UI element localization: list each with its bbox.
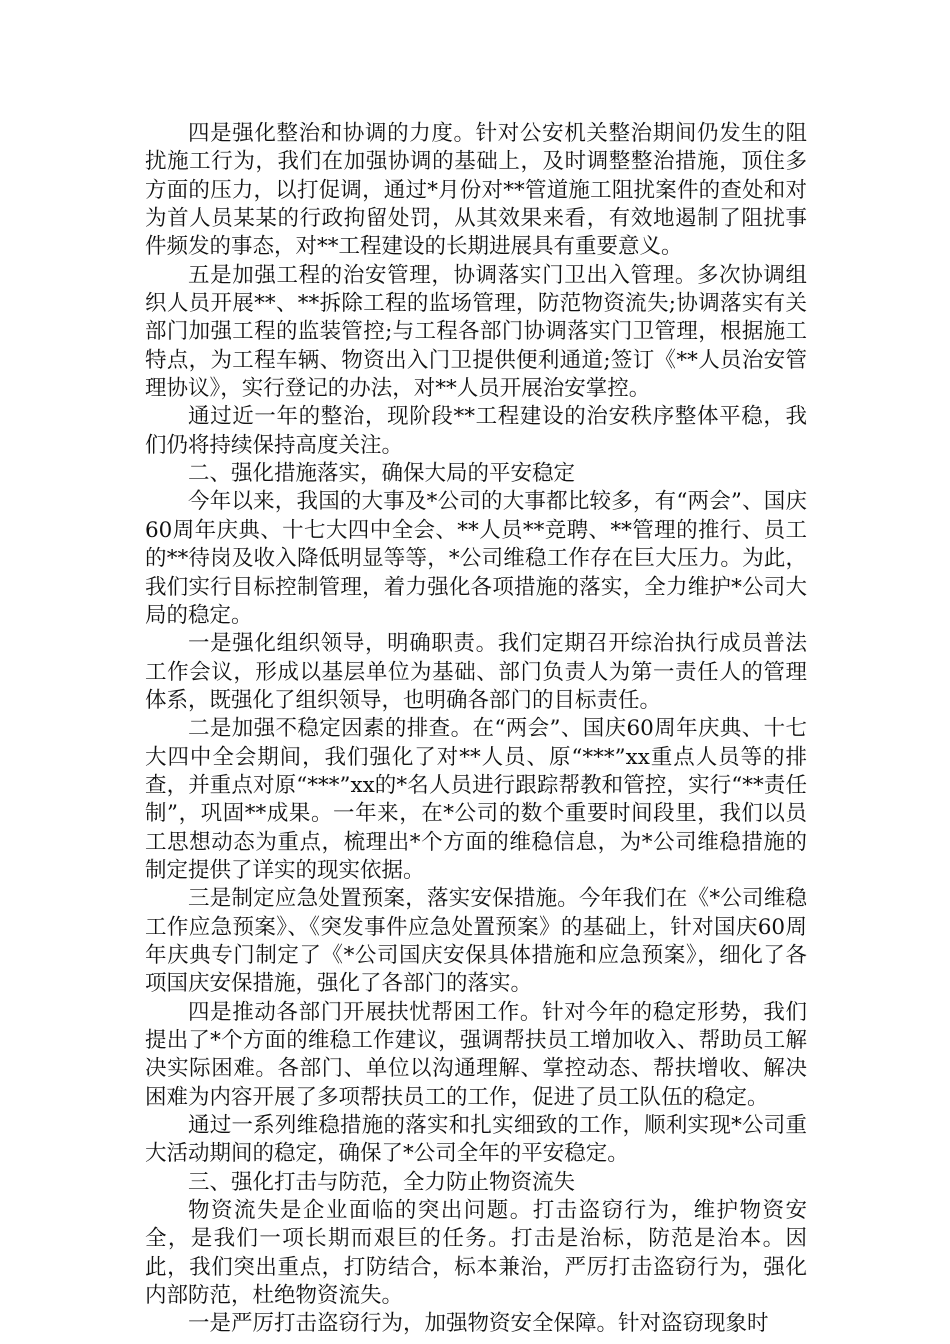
paragraph-6: 二是加强不稳定因素的排查。在“两会”、国庆60周年庆典、十七大四中全会期间，我们强化了对**人员、原“***”xx重点人员等的排查，并重点对原“***”xx的*名人员进行跟踪帮教和管控，实行“**责任制”，巩固**成果。一年来，在*公司的数个重要时间段里，我们以员工思想动态为重点，梳理出*个方面的维稳信息，为*公司维稳措施的制定提供了详实的现实依据。	[145, 716, 807, 883]
paragraph-1: 四是强化整治和协调的力度。针对公安机关整治期间仍发生的阻扰施工行为，我们在加强协调的基础上，及时调整整治措施，顶住多方面的压力，以打促调，通过*月份对**管道施工阻扰案件的查处和对为首人员某某的行政拘留处罚，从其效果来看，有效地遏制了阻扰事件频发的事态，对**工程建设的长期进展具有重要意义。	[145, 121, 807, 260]
paragraph-9: 通过一系列维稳措施的落实和扎实细致的工作，顺利实现*公司重大活动期间的稳定，确保了*公司全年的平安稳定。	[145, 1113, 807, 1167]
paragraph-11: 一是严厉打击盗窃行为，加强物资安全保障。针对盗窃现象时	[188, 1311, 769, 1337]
paragraph-2: 五是加强工程的治安管理，协调落实门卫出入管理。多次协调组织人员开展**、**拆除工程的监场管理，防范物资流失;协调落实有关部门加强工程的监装管控;与工程各部门协调落实门卫管理，根据施工特点，为工程车辆、物资出入门卫提供便利通道;签订《**人员治安管理协议》，实行登记的办法，对**人员开展治安掌控。	[145, 262, 807, 402]
section-heading-3: 三、强化打击与防范，全力防止物资流失	[188, 1169, 576, 1195]
paragraph-3: 通过近一年的整治，现阶段**工程建设的治安秩序整体平稳，我们仍将持续保持高度关注。	[145, 404, 807, 458]
paragraph-5: 一是强化组织领导，明确职责。我们定期召开综治执行成员普法工作会议，形成以基层单位为基础、部门负责人为第一责任人的管理体系，既强化了组织领导，也明确各部门的目标责任。	[145, 631, 807, 713]
paragraph-10: 物资流失是企业面临的突出问题。打击盗窃行为，维护物资安全，是我们一项长期而艰巨的任务。打击是治标，防范是治本。因此，我们突出重点，打防结合，标本兼治，严厉打击盗窃行为，强化内部防范，杜绝物资流失。	[145, 1198, 807, 1309]
document-page	[145, 120, 807, 1339]
paragraph-7: 三是制定应急处置预案，落实安保措施。今年我们在《*公司维稳工作应急预案》、《突发事件应急处置预案》的基础上，针对国庆60周年庆典专门制定了《*公司国庆安保具体措施和应急预案》，细化了各项国庆安保措施，强化了各部门的落实。	[145, 886, 807, 997]
paragraph-4: 今年以来，我国的大事及*公司的大事都比较多，有“两会”、国庆60周年庆典、十七大四中全会、**人员**竞聘、**管理的推行、员工的**待岗及收入降低明显等等，*公司维稳工作存在巨大压力。为此，我们实行目标控制管理，着力强化各项措施的落实，全力维护*公司大局的稳定。	[145, 489, 807, 628]
paragraph-8: 四是推动各部门开展扶忧帮困工作。针对今年的稳定形势，我们提出了*个方面的维稳工作建议，强调帮扶员工增加收入、帮助员工解决实际困难。各部门、单位以沟通理解、掌控动态、帮扶增收、解决困难为内容开展了多项帮扶员工的工作，促进了员工队伍的稳定。	[145, 999, 807, 1110]
section-heading-2: 二、强化措施落实，确保大局的平安稳定	[188, 461, 576, 487]
